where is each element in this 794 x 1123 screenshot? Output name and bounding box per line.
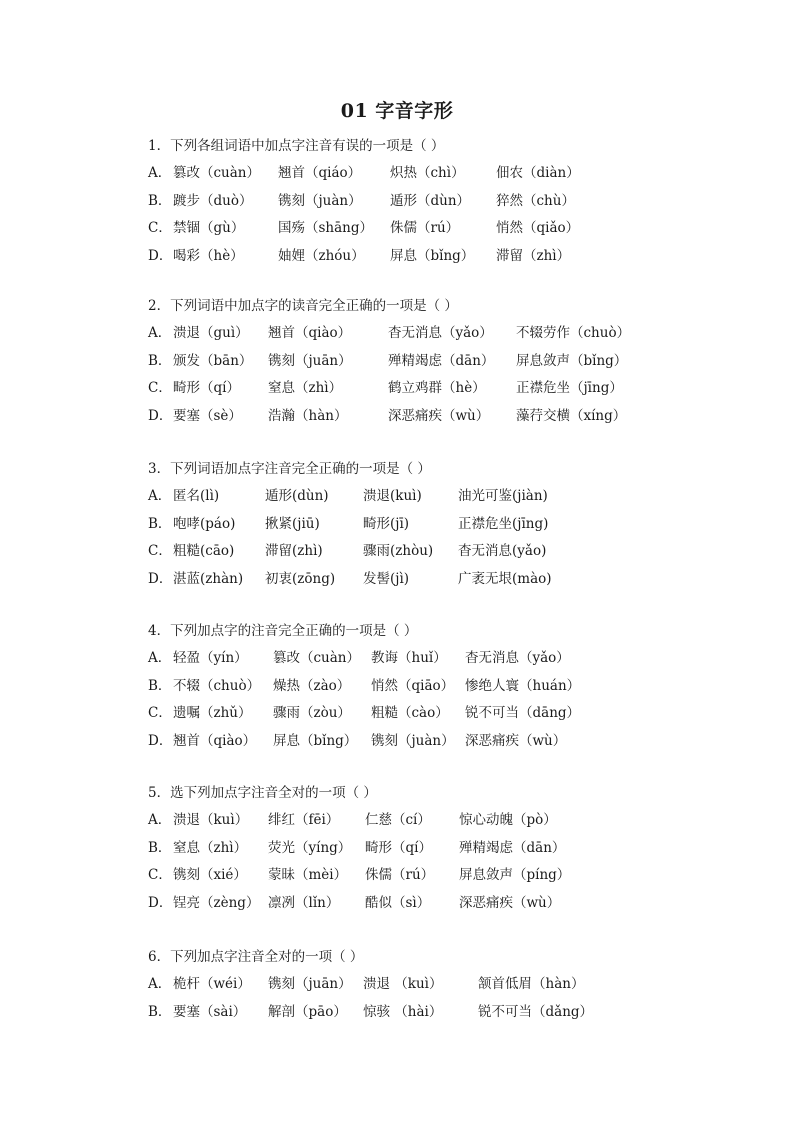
option-word: 悄然（qiǎo） bbox=[496, 220, 580, 236]
option-letter: C． bbox=[148, 705, 172, 721]
option-word: 溃退 （kuì） bbox=[363, 976, 443, 992]
option-c bbox=[148, 215, 748, 243]
option-letter: A． bbox=[148, 650, 172, 666]
option-word: 镌刻（juān） bbox=[268, 976, 352, 992]
option-word: 不辍（chuò） bbox=[173, 677, 261, 694]
option-word: 凛冽（lǐn） bbox=[268, 894, 340, 911]
option-word: 窒息（zhì） bbox=[268, 380, 343, 396]
option-word: 颁发（bān） bbox=[173, 352, 253, 369]
question-6 bbox=[148, 943, 748, 1026]
option-word: 佃农（diàn） bbox=[496, 165, 580, 181]
option-a bbox=[148, 971, 748, 999]
option-word: 殚精竭虑（dān） bbox=[388, 352, 495, 369]
option-letter: A． bbox=[148, 325, 172, 341]
option-letter: B． bbox=[148, 515, 172, 532]
question-3 bbox=[148, 455, 748, 593]
option-b bbox=[148, 835, 748, 863]
question-stem: 5．选下列加点字注音全对的一项（ ） bbox=[148, 785, 377, 801]
option-b bbox=[148, 673, 748, 701]
option-word: 颔首低眉（hàn） bbox=[478, 976, 585, 992]
option-word: 蒙昧（mèi） bbox=[268, 867, 348, 883]
option-word: 惊骇 （hài） bbox=[363, 1003, 443, 1020]
option-word: 荧光（yíng） bbox=[268, 839, 352, 856]
option-letter: B． bbox=[148, 677, 172, 694]
option-word: 杳无消息(yǎo) bbox=[458, 543, 547, 559]
option-word: 不辍劳作（chuò） bbox=[516, 325, 631, 341]
option-word: 浩瀚（hàn） bbox=[268, 407, 348, 424]
option-word: 遁形（dùn） bbox=[390, 192, 471, 209]
option-word: 妯娌（zhóu） bbox=[278, 247, 365, 264]
option-word: 喝彩（hè） bbox=[173, 247, 244, 264]
option-word: 篡改（cuàn） bbox=[173, 165, 260, 181]
option-word: 正襟危坐（jīng） bbox=[516, 380, 623, 396]
option-c bbox=[148, 700, 748, 728]
option-word: 锃亮（zèng） bbox=[173, 894, 260, 911]
option-word: 揪紧(jiū) bbox=[265, 515, 320, 532]
option-letter: D． bbox=[148, 570, 173, 587]
option-word: 畸形(jī) bbox=[363, 515, 410, 532]
option-word: 屏息敛声（píng） bbox=[459, 867, 571, 883]
option-word: 深恶痛疾（wù） bbox=[388, 407, 490, 424]
option-word: 篡改（cuàn） bbox=[273, 650, 360, 666]
option-d bbox=[148, 403, 748, 431]
option-word: 正襟危坐(jīng) bbox=[458, 515, 549, 532]
option-word: 镌刻（juàn） bbox=[371, 732, 455, 749]
option-word: 发髻(jì) bbox=[363, 570, 410, 587]
option-letter: A． bbox=[148, 165, 172, 181]
option-word: 窒息（zhì） bbox=[173, 839, 248, 856]
question-stem: 3．下列词语加点字注音完全正确的一项是（ ） bbox=[148, 461, 431, 477]
option-d bbox=[148, 728, 748, 756]
option-word: 惊心动魄（pò） bbox=[459, 812, 557, 828]
option-a bbox=[148, 645, 748, 673]
option-letter: A． bbox=[148, 812, 172, 828]
option-a bbox=[148, 320, 748, 348]
option-word: 要塞（sài） bbox=[173, 1003, 247, 1020]
option-a bbox=[148, 483, 748, 511]
option-word: 深恶痛疾（wù） bbox=[465, 732, 567, 749]
option-word: 国殇（shāng） bbox=[278, 220, 374, 236]
option-word: 炽热（chì） bbox=[390, 165, 465, 181]
option-word: 绯红（fēi） bbox=[268, 812, 340, 828]
option-word: 粗糙（cào） bbox=[371, 705, 449, 721]
option-c bbox=[148, 538, 748, 566]
question-1 bbox=[148, 132, 748, 270]
option-b bbox=[148, 348, 748, 376]
option-word: 猝然（chù） bbox=[496, 192, 575, 209]
question-stem: 4．下列加点字的注音完全正确的一项是（ ） bbox=[148, 623, 418, 639]
option-word: 翘首（qiáo） bbox=[278, 165, 362, 181]
option-d bbox=[148, 566, 748, 594]
option-letter: B． bbox=[148, 839, 172, 856]
option-word: 藻荇交横（xíng） bbox=[516, 407, 627, 424]
option-letter: A． bbox=[148, 488, 172, 504]
question-stem: 2．下列词语中加点字的读音完全正确的一项是（ ） bbox=[148, 298, 458, 314]
option-word: 广袤无垠(mào) bbox=[458, 570, 552, 587]
option-word: 翘首（qiào） bbox=[268, 325, 352, 341]
option-word: 翘首（qiào） bbox=[173, 732, 257, 749]
option-word: 燥热（zào） bbox=[273, 677, 351, 694]
option-word: 屏息（bǐng） bbox=[390, 247, 475, 264]
option-word: 遁形(dùn) bbox=[265, 488, 329, 504]
question-stem: 1．下列各组词语中加点字注音有误的一项是（ ） bbox=[148, 138, 445, 154]
option-word: 杳无消息（yǎo） bbox=[388, 325, 493, 341]
option-word: 初衷(zōng) bbox=[265, 570, 336, 587]
option-word: 踱步（duò） bbox=[173, 192, 253, 209]
option-word: 镌刻（juàn） bbox=[278, 192, 362, 209]
option-letter: D． bbox=[148, 247, 173, 264]
option-word: 解剖（pāo） bbox=[268, 1003, 347, 1020]
option-a bbox=[148, 160, 748, 188]
option-word: 粗糙(cāo) bbox=[173, 543, 235, 559]
option-word: 溃退（guì） bbox=[173, 325, 249, 341]
option-word: 锐不可当（dāng） bbox=[465, 705, 581, 721]
option-word: 桅杆（wéi） bbox=[173, 976, 251, 992]
option-word: 轻盈（yín） bbox=[173, 650, 248, 666]
option-word: 殚精竭虑（dān） bbox=[459, 839, 566, 856]
option-word: 侏儒（rú） bbox=[365, 867, 435, 883]
option-word: 屏息敛声（bǐng） bbox=[516, 352, 628, 369]
option-word: 咆哮(páo) bbox=[173, 515, 236, 532]
option-letter: D． bbox=[148, 732, 173, 749]
option-word: 匿名(lì) bbox=[173, 488, 220, 504]
option-a bbox=[148, 807, 748, 835]
option-word: 屏息（bǐng） bbox=[273, 732, 358, 749]
option-word: 酷似（sì） bbox=[365, 894, 431, 911]
option-word: 禁锢（gù） bbox=[173, 220, 245, 236]
option-d bbox=[148, 243, 748, 271]
option-word: 深恶痛疾（wù） bbox=[459, 894, 561, 911]
option-letter: C． bbox=[148, 543, 172, 559]
option-word: 锐不可当（dǎng） bbox=[478, 1003, 594, 1020]
option-word: 畸形（qí） bbox=[365, 839, 432, 856]
option-letter: D． bbox=[148, 407, 173, 424]
option-word: 畸形（qí） bbox=[173, 380, 240, 396]
page-title: 01 字音字形 bbox=[340, 100, 454, 122]
option-letter: B． bbox=[148, 352, 172, 369]
option-word: 惨绝人寰（huán） bbox=[465, 677, 581, 694]
option-word: 杳无消息（yǎo） bbox=[465, 650, 570, 666]
option-c bbox=[148, 862, 748, 890]
option-word: 鹤立鸡群（hè） bbox=[388, 380, 486, 396]
option-b bbox=[148, 511, 748, 539]
option-word: 溃退(kuì) bbox=[363, 488, 422, 504]
option-word: 骤雨（zòu） bbox=[273, 705, 351, 721]
option-word: 湛蓝(zhàn) bbox=[173, 570, 244, 587]
question-4 bbox=[148, 617, 748, 755]
option-word: 滞留（zhì） bbox=[496, 247, 571, 264]
question-stem: 6．下列加点字注音全对的一项（ ） bbox=[148, 949, 364, 965]
option-letter: B． bbox=[148, 192, 172, 209]
option-word: 溃退（kuì） bbox=[173, 812, 249, 828]
option-word: 油光可鉴(jiàn) bbox=[458, 488, 548, 504]
option-word: 镌刻（juān） bbox=[268, 352, 352, 369]
option-letter: D． bbox=[148, 894, 173, 911]
option-word: 教诲（huǐ） bbox=[371, 650, 447, 666]
question-5 bbox=[148, 779, 748, 917]
option-word: 要塞（sè） bbox=[173, 407, 242, 424]
option-word: 镌刻（xié） bbox=[173, 867, 247, 883]
option-word: 悄然（qiāo） bbox=[371, 677, 455, 694]
option-letter: B． bbox=[148, 1003, 172, 1020]
option-letter: C． bbox=[148, 867, 172, 883]
option-word: 仁慈（cí） bbox=[365, 812, 431, 828]
option-d bbox=[148, 890, 748, 918]
option-word: 滞留(zhì) bbox=[265, 543, 323, 559]
option-b bbox=[148, 999, 748, 1027]
option-letter: C． bbox=[148, 380, 172, 396]
question-2 bbox=[148, 292, 748, 430]
option-b bbox=[148, 188, 748, 216]
option-c bbox=[148, 375, 748, 403]
option-word: 侏儒（rú） bbox=[390, 220, 460, 236]
option-word: 骤雨(zhòu) bbox=[363, 543, 434, 559]
option-letter: A． bbox=[148, 976, 172, 992]
option-letter: C． bbox=[148, 220, 172, 236]
option-word: 遗嘱（zhǔ） bbox=[173, 705, 252, 721]
